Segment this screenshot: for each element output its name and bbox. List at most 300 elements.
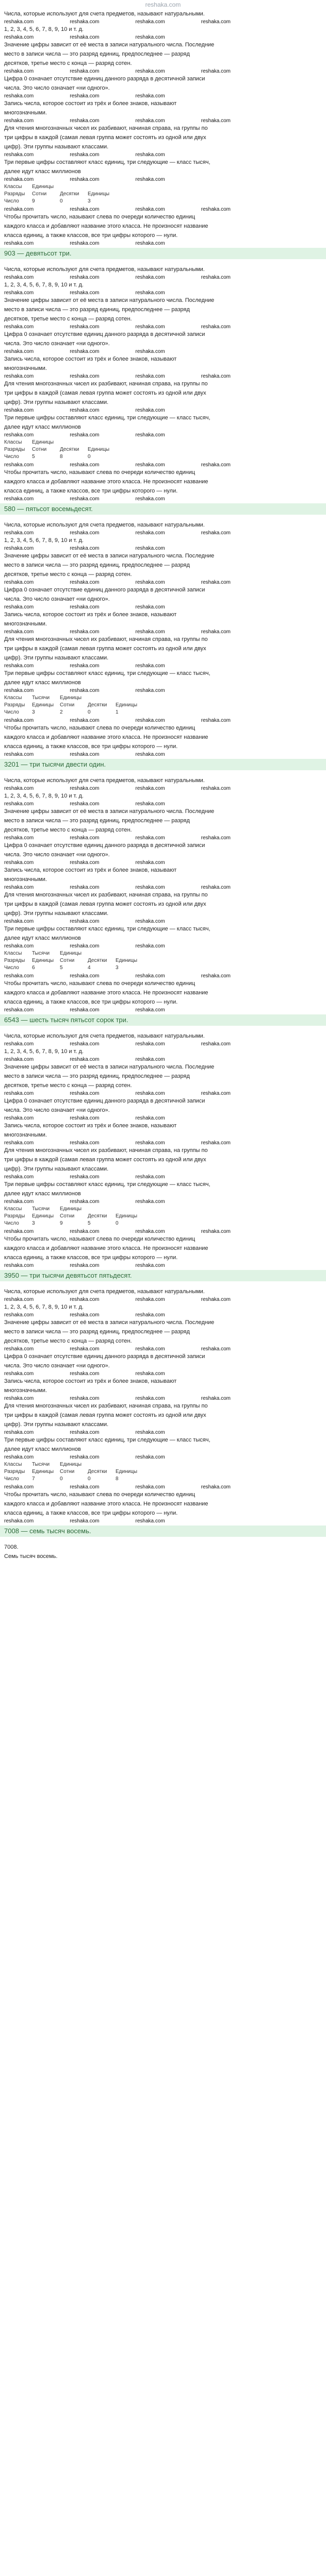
- table-digit: 0: [88, 454, 91, 460]
- watermark: reshaka.com: [4, 629, 34, 635]
- watermark: reshaka.com: [4, 35, 34, 40]
- paragraph-line: каждого класса и добавляют название этого класса. Не произносят название: [4, 734, 208, 740]
- paragraph-line: класса единиц, а также классов, все три цифры которого — нули.: [4, 1255, 178, 1261]
- watermark: reshaka.com: [135, 1396, 165, 1401]
- paragraph-line: Запись числа, которое состоит из трёх и более знаков, называют: [4, 100, 177, 107]
- watermark: reshaka.com: [135, 69, 165, 74]
- paragraph-line: Для чтения многозначных чисел их разбивают, начиная справа, на группы по: [4, 636, 208, 642]
- watermark-row: [0, 274, 326, 280]
- watermark-row: [0, 629, 326, 635]
- paragraph-line: место в записи числа — это разряд единиц, предпоследнее — разряд: [4, 1329, 190, 1335]
- table-header-units: Единицы: [32, 184, 54, 190]
- watermark: reshaka.com: [70, 530, 100, 536]
- table-header-thousands: Тысячи: [32, 1206, 50, 1212]
- watermark: reshaka.com: [70, 1199, 100, 1205]
- watermark: reshaka.com: [70, 973, 100, 979]
- watermark: reshaka.com: [4, 580, 34, 585]
- watermark: reshaka.com: [201, 118, 231, 124]
- watermark: reshaka.com: [70, 290, 100, 296]
- paragraph-line: Запись числа, которое состоит из трёх и более знаков, называют: [4, 356, 177, 362]
- paragraph-line: далее идут класс миллионов: [4, 1446, 81, 1452]
- paragraph-line: Цифра 0 означает отсутствие единиц данного разряда в десятичной записи: [4, 842, 205, 849]
- watermark-row: [0, 1007, 326, 1013]
- watermark: reshaka.com: [135, 718, 165, 723]
- watermark: reshaka.com: [135, 1518, 165, 1524]
- table-header-classes: Классы: [4, 439, 22, 445]
- watermark-row: [0, 151, 326, 158]
- watermark: reshaka.com: [70, 35, 100, 40]
- watermark: reshaka.com: [135, 35, 165, 40]
- watermark-row: [0, 604, 326, 610]
- paragraph-line: десятков, третье место с конца — разряд сотен.: [4, 1338, 132, 1344]
- watermark: reshaka.com: [201, 374, 231, 379]
- paragraph-line: каждого класса и добавляют название этого класса. Не произносят название: [4, 1245, 208, 1251]
- watermark-row: [0, 19, 326, 25]
- watermark: reshaka.com: [135, 1454, 165, 1460]
- paragraph-line: Числа, которые используют для счета предметов, называют натуральными.: [4, 1289, 205, 1295]
- paragraph-line: Три первые цифры составляют класс единиц, три следующие — класс тысяч,: [4, 159, 210, 165]
- table-header-classes: Классы: [4, 1462, 22, 1467]
- table-header-ones: Единицы: [88, 191, 110, 197]
- table-header-thousand-ones: Единицы: [32, 702, 54, 708]
- watermark: reshaka.com: [201, 69, 231, 74]
- table-header-ranks: Разряды: [4, 958, 25, 963]
- answer-highlight: 3950 — три тысячи девятьсот пятьдесят.: [0, 1270, 326, 1281]
- watermark-row: [0, 1312, 326, 1318]
- watermark: reshaka.com: [70, 919, 100, 924]
- paragraph-line: класса единиц, а также классов, все три цифры которого — нули.: [4, 488, 178, 494]
- watermark-row: [0, 785, 326, 791]
- table-header-ranks: Разряды: [4, 702, 25, 708]
- watermark: reshaka.com: [4, 1140, 34, 1146]
- watermark: reshaka.com: [4, 432, 34, 438]
- watermark-row: [0, 93, 326, 99]
- paragraph-line: Для чтения многозначных чисел их разбивают, начиная справа, на группы по: [4, 1403, 208, 1409]
- paragraph-line: Запись числа, которое состоит из трёх и более знаков, называют: [4, 1123, 177, 1129]
- table-digit: 0: [60, 1476, 63, 1482]
- watermark: reshaka.com: [135, 1297, 165, 1302]
- watermark: reshaka.com: [4, 1199, 34, 1205]
- paragraph-line: класса единиц, а также классов, все три цифры которого — нули.: [4, 1510, 178, 1516]
- watermark: reshaka.com: [135, 290, 165, 296]
- watermark: reshaka.com: [4, 207, 34, 212]
- paragraph-line: десятков, третье место с конца — разряд сотен.: [4, 827, 132, 833]
- watermark-row: [0, 1041, 326, 1047]
- paragraph-line: 1, 2, 3, 4, 5, 6, 7, 8, 9, 10 и т. д.: [4, 1048, 84, 1055]
- watermark: reshaka.com: [201, 324, 231, 330]
- table-header-thousands: Тысячи: [32, 951, 50, 956]
- table-header-tens: Десятки: [88, 1469, 107, 1475]
- watermark: reshaka.com: [70, 1007, 100, 1013]
- watermark-row: [0, 34, 326, 40]
- watermark: reshaka.com: [4, 1007, 34, 1013]
- watermark: reshaka.com: [4, 275, 34, 280]
- watermark-row: [0, 1370, 326, 1377]
- table-digit: 1: [116, 709, 119, 715]
- table-header-ranks: Разряды: [4, 191, 25, 197]
- watermark: reshaka.com: [70, 1454, 100, 1460]
- table-digit: 0: [88, 1476, 91, 1482]
- watermark: reshaka.com: [135, 374, 165, 379]
- paragraph-line: числа. Это число означает «ни одного».: [4, 852, 110, 858]
- watermark: reshaka.com: [135, 1229, 165, 1234]
- table-header-ones: Единицы: [88, 447, 110, 452]
- watermark: reshaka.com: [70, 1396, 100, 1401]
- paragraph-line: Три первые цифры составляют класс единиц, три следующие — класс тысяч,: [4, 1437, 210, 1443]
- watermark-row: [0, 973, 326, 979]
- paragraph-line: Числа, которые используют для счета предметов, называют натуральными.: [4, 11, 205, 17]
- watermark: reshaka.com: [201, 718, 231, 723]
- watermark-row: [0, 943, 326, 949]
- watermark: reshaka.com: [70, 1430, 100, 1435]
- watermark: reshaka.com: [201, 462, 231, 468]
- table-header-tens: Десятки: [88, 702, 107, 708]
- table-digit: 0: [88, 709, 91, 715]
- watermark-row: [0, 176, 326, 182]
- watermark: reshaka.com: [135, 786, 165, 791]
- watermark-row: [0, 1140, 326, 1146]
- watermark-row: [0, 1174, 326, 1180]
- paragraph-line: далее идут класс миллионов: [4, 935, 81, 941]
- number-line: 7008.: [4, 1544, 19, 1550]
- watermark: reshaka.com: [70, 496, 100, 502]
- watermark-row: [0, 884, 326, 890]
- watermark-row: [0, 579, 326, 585]
- watermark: reshaka.com: [4, 1174, 34, 1180]
- watermark: reshaka.com: [4, 19, 34, 25]
- watermark: reshaka.com: [70, 1115, 100, 1121]
- watermark: reshaka.com: [135, 177, 165, 182]
- table-digit: 6: [32, 965, 35, 971]
- watermark: reshaka.com: [70, 604, 100, 610]
- rank-table: [0, 438, 326, 462]
- table-header-ranks: Разряды: [4, 447, 25, 452]
- table-row-label: Число: [4, 198, 19, 204]
- table-header-thousand-ones: Единицы: [32, 1469, 54, 1475]
- paragraph-line: числа. Это число означает «ни одного».: [4, 596, 110, 602]
- watermark: reshaka.com: [4, 663, 34, 669]
- watermark: reshaka.com: [135, 118, 165, 124]
- watermark: reshaka.com: [201, 580, 231, 585]
- watermark: reshaka.com: [4, 973, 34, 979]
- paragraph-line: многозначными.: [4, 876, 47, 883]
- rank-table: [0, 1460, 326, 1484]
- paragraph-line: числа. Это число означает «ни одного».: [4, 341, 110, 347]
- watermark: reshaka.com: [201, 835, 231, 841]
- watermark: reshaka.com: [4, 1115, 34, 1121]
- watermark: reshaka.com: [135, 580, 165, 585]
- paragraph-line: цифр). Эти группы называют классами.: [4, 655, 109, 661]
- table-row-label: Число: [4, 709, 19, 715]
- table-header-classes: Классы: [4, 695, 22, 701]
- watermark: reshaka.com: [70, 718, 100, 723]
- watermark: reshaka.com: [135, 93, 165, 99]
- paragraph-line: 1, 2, 3, 4, 5, 6, 7, 8, 9, 10 и т. д.: [4, 1304, 84, 1310]
- watermark-row: [0, 373, 326, 379]
- table-header-tens: Десятки: [60, 447, 79, 452]
- watermark: reshaka.com: [4, 604, 34, 610]
- table-header-ones: Единицы: [116, 1213, 138, 1219]
- table-header-thousands: Тысячи: [32, 695, 50, 701]
- watermark: reshaka.com: [70, 207, 100, 212]
- watermark: reshaka.com: [201, 973, 231, 979]
- paragraph-line: Значение цифры зависит от её места в записи натурального числа. Последние: [4, 42, 215, 48]
- table-digit: 4: [88, 965, 91, 971]
- paragraph-line: цифр). Эти группы называют классами.: [4, 910, 109, 917]
- paragraph-line: Числа, которые используют для счета предметов, называют натуральными.: [4, 522, 205, 528]
- watermark: reshaka.com: [4, 1454, 34, 1460]
- table-header-thousands: Тысячи: [32, 1462, 50, 1467]
- watermark: reshaka.com: [135, 152, 165, 158]
- watermark: reshaka.com: [135, 663, 165, 669]
- paragraph-line: Три первые цифры составляют класс единиц, три следующие — класс тысяч,: [4, 670, 210, 676]
- watermark: reshaka.com: [135, 835, 165, 841]
- watermark-row: [0, 530, 326, 536]
- site-header[interactable]: reshaka.com: [145, 1, 181, 8]
- paragraph-line: три цифры в каждой (самая левая группа может состоять из одной или двух: [4, 646, 206, 652]
- watermark: reshaka.com: [4, 177, 34, 182]
- watermark: reshaka.com: [4, 1041, 34, 1047]
- table-header-tens: Десятки: [60, 191, 79, 197]
- watermark: reshaka.com: [70, 943, 100, 949]
- watermark: reshaka.com: [135, 1346, 165, 1352]
- watermark: reshaka.com: [4, 69, 34, 74]
- watermark-row: [0, 1262, 326, 1268]
- watermark: reshaka.com: [201, 1091, 231, 1096]
- paragraph-line: класса единиц, а также классов, все три цифры которого — нули.: [4, 232, 178, 239]
- paragraph-line: многозначными.: [4, 1387, 47, 1394]
- paragraph-line: класса единиц, а также классов, все три цифры которого — нули.: [4, 999, 178, 1005]
- paragraph-line: Для чтения многозначных чисел их разбивают, начиная справа, на группы по: [4, 125, 208, 131]
- watermark: reshaka.com: [201, 786, 231, 791]
- paragraph-line: Значение цифры зависит от её места в записи натурального числа. Последние: [4, 553, 215, 559]
- paragraph-line: три цифры в каждой (самая левая группа может состоять из одной или двух: [4, 901, 206, 907]
- watermark-row: [0, 1454, 326, 1460]
- watermark: reshaka.com: [70, 752, 100, 757]
- watermark: reshaka.com: [135, 324, 165, 330]
- watermark: reshaka.com: [201, 275, 231, 280]
- watermark-row: [0, 1228, 326, 1234]
- paragraph-line: Цифра 0 означает отсутствие единиц данного разряда в десятичной записи: [4, 1353, 205, 1360]
- paragraph-line: место в записи числа — это разряд единиц, предпоследнее — разряд: [4, 818, 190, 824]
- watermark: reshaka.com: [4, 462, 34, 468]
- watermark: reshaka.com: [4, 688, 34, 693]
- paragraph-line: Чтобы прочитать число, называют слева по очереди количество единиц: [4, 469, 195, 476]
- table-digit: 3: [88, 198, 91, 204]
- watermark: reshaka.com: [135, 1007, 165, 1013]
- table-digit: 0: [60, 198, 63, 204]
- watermark: reshaka.com: [4, 860, 34, 866]
- watermark: reshaka.com: [70, 1484, 100, 1490]
- watermark: reshaka.com: [4, 1396, 34, 1401]
- paragraph-line: десятков, третье место с конца — разряд сотен.: [4, 316, 132, 322]
- table-header-hundreds: Сотни: [32, 191, 47, 197]
- paragraph-line: Для чтения многозначных чисел их разбивают, начиная справа, на группы по: [4, 381, 208, 387]
- table-header-units: Единицы: [32, 439, 54, 445]
- watermark: reshaka.com: [70, 93, 100, 99]
- watermark: reshaka.com: [4, 1371, 34, 1377]
- paragraph-line: каждого класса и добавляют название этого класса. Не произносят название: [4, 990, 208, 996]
- paragraph-line: 1, 2, 3, 4, 5, 6, 7, 8, 9, 10 и т. д.: [4, 537, 84, 544]
- watermark: reshaka.com: [135, 1174, 165, 1180]
- watermark: reshaka.com: [70, 860, 100, 866]
- paragraph-line: 1, 2, 3, 4, 5, 6, 7, 8, 9, 10 и т. д.: [4, 26, 84, 32]
- table-header-ones: Единицы: [116, 958, 138, 963]
- paragraph-line: Значение цифры зависит от её места в записи натурального числа. Последние: [4, 1319, 215, 1326]
- paragraph-line: Три первые цифры составляют класс единиц, три следующие — класс тысяч,: [4, 415, 210, 421]
- paragraph-line: Три первые цифры составляют класс единиц, три следующие — класс тысяч,: [4, 1181, 210, 1188]
- watermark-row: [0, 68, 326, 74]
- watermark-row: [0, 324, 326, 330]
- watermark: reshaka.com: [70, 1041, 100, 1047]
- watermark-row: [0, 918, 326, 924]
- watermark: reshaka.com: [201, 1346, 231, 1352]
- rank-table: [0, 693, 326, 717]
- paragraph-line: Числа, которые используют для счета предметов, называют натуральными.: [4, 1033, 205, 1039]
- paragraph-line: Цифра 0 означает отсутствие единиц данного разряда в десятичной записи: [4, 1098, 205, 1104]
- watermark: reshaka.com: [70, 1057, 100, 1062]
- watermark: reshaka.com: [70, 349, 100, 354]
- table-digit: 7: [32, 1476, 35, 1482]
- watermark-row: [0, 687, 326, 693]
- paragraph-line: далее идут класс миллионов: [4, 680, 81, 686]
- paragraph-line: Чтобы прочитать число, называют слева по очереди количество единиц: [4, 1236, 195, 1242]
- paragraph-line: три цифры в каждой (самая левая группа может состоять из одной или двух: [4, 390, 206, 396]
- watermark: reshaka.com: [4, 1346, 34, 1352]
- watermark: reshaka.com: [135, 688, 165, 693]
- watermark: reshaka.com: [4, 349, 34, 354]
- watermark: reshaka.com: [4, 718, 34, 723]
- table-row-label: Число: [4, 1476, 19, 1482]
- watermark: reshaka.com: [135, 546, 165, 551]
- paragraph-line: Чтобы прочитать число, называют слева по очереди количество единиц: [4, 980, 195, 987]
- spacer: [0, 261, 326, 265]
- watermark-row: [0, 1518, 326, 1524]
- paragraph-line: каждого класса и добавляют название этого класса. Не произносят название: [4, 1501, 208, 1507]
- watermark-row: [0, 1090, 326, 1096]
- watermark: reshaka.com: [70, 663, 100, 669]
- watermark: reshaka.com: [4, 1430, 34, 1435]
- table-header-thousand-ones: Единицы: [32, 958, 54, 963]
- table-header-hundreds: Сотни: [60, 702, 75, 708]
- paragraph-line: цифр). Эти группы называют классами.: [4, 1421, 109, 1428]
- answer-highlight: 903 — девятьсот три.: [0, 248, 326, 259]
- watermark: reshaka.com: [70, 152, 100, 158]
- answer-highlight: 580 — пятьсот восемьдесят.: [0, 503, 326, 515]
- table-header-units: Единицы: [60, 1462, 82, 1467]
- table-digit: 0: [116, 1221, 119, 1226]
- watermark: reshaka.com: [201, 1229, 231, 1234]
- paragraph-line: Запись числа, которое состоит из трёх и более знаков, называют: [4, 867, 177, 873]
- table-header-classes: Классы: [4, 184, 22, 190]
- table-digit: 9: [32, 198, 35, 204]
- table-digit: 5: [60, 965, 63, 971]
- watermark: reshaka.com: [4, 530, 34, 536]
- watermark: reshaka.com: [4, 1297, 34, 1302]
- table-header-ones: Единицы: [116, 702, 138, 708]
- watermark: reshaka.com: [70, 118, 100, 124]
- watermark-row: [0, 663, 326, 669]
- watermark: reshaka.com: [135, 207, 165, 212]
- watermark: reshaka.com: [135, 943, 165, 949]
- watermark: reshaka.com: [201, 207, 231, 212]
- watermark: reshaka.com: [70, 629, 100, 635]
- paragraph-line: Запись числа, которое состоит из трёх и более знаков, называют: [4, 1378, 177, 1384]
- watermark-row: [0, 407, 326, 413]
- watermark: reshaka.com: [70, 1174, 100, 1180]
- table-header-tens: Десятки: [88, 958, 107, 963]
- paragraph-line: Чтобы прочитать число, называют слева по очереди количество единиц: [4, 1492, 195, 1498]
- watermark: reshaka.com: [201, 19, 231, 25]
- paragraph-line: десятков, третье место с конца — разряд сотен.: [4, 1082, 132, 1089]
- watermark-row: [0, 348, 326, 354]
- watermark-row: [0, 432, 326, 438]
- caption: Семь тысяч восемь.: [4, 1553, 58, 1560]
- watermark: reshaka.com: [70, 1229, 100, 1234]
- watermark: reshaka.com: [135, 1041, 165, 1047]
- table-digit: 3: [116, 965, 119, 971]
- table-digit: 5: [32, 454, 35, 460]
- watermark: reshaka.com: [4, 290, 34, 296]
- watermark-row: [0, 1346, 326, 1352]
- watermark-row: [0, 1296, 326, 1302]
- watermark-row: [0, 290, 326, 296]
- paragraph-line: Три первые цифры составляют класс единиц, три следующие — класс тысяч,: [4, 926, 210, 932]
- watermark: reshaka.com: [135, 349, 165, 354]
- watermark-row: [0, 496, 326, 502]
- watermark: reshaka.com: [70, 1091, 100, 1096]
- paragraph-line: Цифра 0 означает отсутствие единиц данного разряда в десятичной записи: [4, 331, 205, 337]
- watermark: reshaka.com: [70, 324, 100, 330]
- watermark: reshaka.com: [201, 1140, 231, 1146]
- table-header-units: Единицы: [60, 695, 82, 701]
- table-header-hundreds: Сотни: [60, 958, 75, 963]
- paragraph-line: каждого класса и добавляют название этого класса. Не произносят название: [4, 479, 208, 485]
- paragraph-line: место в записи числа — это разряд единиц, предпоследнее — разряд: [4, 307, 190, 313]
- watermark-row: [0, 1056, 326, 1062]
- watermark: reshaka.com: [135, 801, 165, 807]
- watermark: reshaka.com: [201, 1297, 231, 1302]
- watermark: reshaka.com: [4, 801, 34, 807]
- table-digit: 8: [116, 1476, 119, 1482]
- watermark: reshaka.com: [4, 546, 34, 551]
- watermark-row: [0, 545, 326, 551]
- paragraph-line: Числа, которые используют для счета предметов, называют натуральными.: [4, 777, 205, 784]
- paragraph-line: место в записи числа — это разряд единиц, предпоследнее — разряд: [4, 1073, 190, 1079]
- watermark: reshaka.com: [4, 835, 34, 841]
- paragraph-line: числа. Это число означает «ни одного».: [4, 1363, 110, 1369]
- watermark: reshaka.com: [70, 19, 100, 25]
- watermark: reshaka.com: [70, 1140, 100, 1146]
- paragraph-line: Цифра 0 означает отсутствие единиц данного разряда в десятичной записи: [4, 587, 205, 593]
- paragraph-line: числа. Это число означает «ни одного».: [4, 1107, 110, 1113]
- watermark: reshaka.com: [4, 241, 34, 246]
- watermark: reshaka.com: [4, 1263, 34, 1268]
- watermark: reshaka.com: [135, 496, 165, 502]
- watermark-row: [0, 1115, 326, 1121]
- watermark: reshaka.com: [70, 241, 100, 246]
- watermark: reshaka.com: [4, 374, 34, 379]
- watermark: reshaka.com: [70, 1346, 100, 1352]
- table-digit: 9: [60, 1221, 63, 1226]
- table-digit: 5: [88, 1221, 91, 1226]
- table-header-classes: Классы: [4, 1206, 22, 1212]
- paragraph-line: многозначными.: [4, 1132, 47, 1138]
- watermark-row: [0, 1429, 326, 1435]
- table-header-units: Единицы: [60, 951, 82, 956]
- watermark: reshaka.com: [70, 374, 100, 379]
- watermark-row: [0, 1484, 326, 1490]
